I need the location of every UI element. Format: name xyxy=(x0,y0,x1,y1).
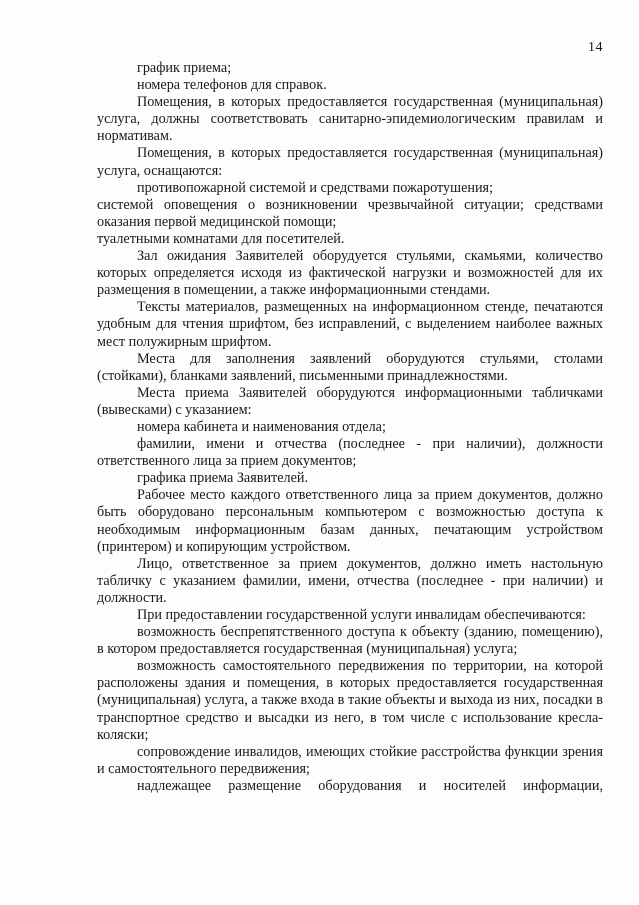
paragraph: возможность самостоятельного передвижения по территории, на которой расположены здания и помещения, в которых предоставляется государственная (муниципальная) услуга, а также входа в такие объекты и выхода из них, посадки в транспортное средство и высадки из него, в том числе с использование кресла- коляски; xyxy=(97,658,603,743)
paragraph: Лицо, ответственное за прием документов, должно иметь настольную табличку с указанием фамилии, имени, отчества (последнее - при наличии) и должности. xyxy=(97,555,603,606)
paragraph: Места приема Заявителей оборудуются информационными табличками (вывесками) с указанием: xyxy=(97,384,603,418)
document-body xyxy=(97,60,603,795)
paragraph: Тексты материалов, размещенных на информационном стенде, печатаются удобным для чтения шрифтом, без исправлений, с выделением наиболее важных мест полужирным шрифтом. xyxy=(97,299,603,350)
paragraph: возможность беспрепятственного доступа к объекту (зданию, помещению), в котором предоставляется государственная (муниципальная) услуга; xyxy=(97,624,603,658)
paragraph: Рабочее место каждого ответственного лица за прием документов, должно быть оборудовано персональным компьютером с возможностью доступа к необходимым информационным базам данных, печатающим устройством (принтером) и копирующим устройством. xyxy=(97,487,603,555)
paragraph: противопожарной системой и средствами пожаротушения; xyxy=(137,179,494,196)
paragraph: номера кабинета и наименования отдела; xyxy=(137,418,386,435)
paragraph: фамилии, имени и отчества (последнее - при наличии), должности ответственного лица за прием документов; xyxy=(97,436,603,470)
paragraph-cut-off: надлежащее размещение оборудования и носителей информации, xyxy=(137,777,603,794)
page-number: 14 xyxy=(588,40,603,55)
paragraph: Места для заполнения заявлений оборудуются стульями, столами (стойками), бланками заявлений, письменными принадлежностями. xyxy=(97,350,603,384)
paragraph: графика приема Заявителей. xyxy=(137,470,309,487)
paragraph: Помещения, в которых предоставляется государственная (муниципальная) услуга, должны соответствовать санитарно-эпидемиологическим правилам и нормативам. xyxy=(97,94,603,145)
paragraph: При предоставлении государственной услуги инвалидам обеспечиваются: xyxy=(137,607,586,623)
paragraph: Помещения, в которых предоставляется государственная (муниципальная) услуга, оснащаются: xyxy=(97,145,603,179)
paragraph: номера телефонов для справок. xyxy=(137,77,327,94)
paragraph: системой оповещения о возникновении чрезвычайной ситуации; средствами оказания первой медицинской помощи; xyxy=(97,196,603,230)
paragraph: график приема; xyxy=(137,60,232,76)
paragraph: туалетными комнатами для посетителей. xyxy=(97,230,345,247)
paragraph: сопровождение инвалидов, имеющих стойкие расстройства функции зрения и самостоятельного передвижения; xyxy=(97,743,603,777)
paragraph: Зал ожидания Заявителей оборудуется стульями, скамьями, количество которых определяется исходя из фактической нагрузки и возможностей для их размещения в помещении, а также информационными стендами. xyxy=(97,248,603,299)
